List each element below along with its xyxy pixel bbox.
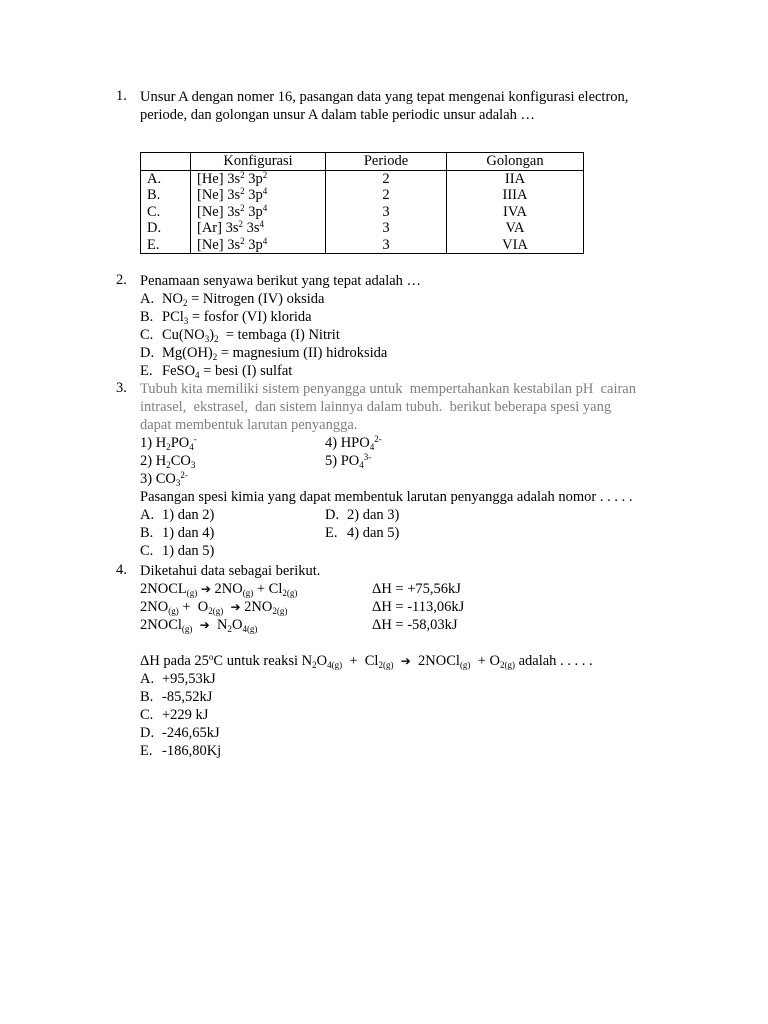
table-header (141, 153, 191, 171)
question-text: periode, dan golongan unsur A dalam table periodic unsur adalah … (140, 107, 536, 123)
species-1: 1) $H_2PO_4^-$ (140, 434, 197, 452)
reaction-2: $2NO_{(g)} + O_{2(g)}$ ➔ $2NO_{2(g)}$ ΔH = -113,06kJ (140, 599, 465, 616)
table-cell: IVA (503, 203, 527, 220)
table-cell: VIA (502, 236, 528, 253)
option-d: D. $Mg(OH)_2$ = magnesium (II) hidroksida (140, 345, 388, 362)
table-cell: [Ne] $3s^2$ $3p^4$ (197, 186, 268, 203)
table-cell: [Ne] $3s^2$ $3p^4$ (197, 235, 268, 253)
question-text: dapat membentuk larutan penyangga. (140, 417, 358, 433)
option-row: A. 1) dan 2) D. 2) dan 3) (140, 507, 400, 523)
question-3 (116, 380, 676, 560)
configuration-table (140, 152, 584, 254)
table-cell: IIIA (502, 187, 528, 203)
question-number: 1. (116, 88, 127, 104)
table-cell: [Ne] $3s^2$ $3p^4$ (197, 202, 268, 220)
question-2 (116, 272, 676, 380)
arrow-icon: ➔ (200, 582, 211, 596)
question-number: 2. (116, 272, 127, 288)
option-a: A. +95,53kJ (140, 671, 216, 687)
table-cell: C. (147, 203, 161, 220)
species-row (140, 470, 676, 488)
table-header: Periode (326, 153, 447, 171)
period-column (326, 170, 447, 254)
table-cell: A. (147, 170, 162, 187)
table-cell: E. (147, 236, 160, 253)
arrow-icon: ➔ (400, 654, 411, 668)
option-d: D. -246,65kJ (140, 725, 220, 741)
option-c: C. +229 kJ (140, 707, 209, 723)
option-b: B. (140, 525, 154, 541)
reaction-3: 2NOCl$_{(g)}$ ➔ $N_2O_{4(g)}$ ΔH = -58,03kJ (140, 617, 458, 634)
option-row: C. 1) dan 5) (140, 543, 215, 559)
arrow-icon: ➔ (230, 600, 241, 614)
table-cell: 3 (382, 203, 390, 220)
option-b: B. PCl$_3$ = fosfor (VI) klorida (140, 309, 312, 326)
species-row (140, 452, 676, 470)
table-cell: [He] $3s^2$ $3p^2$ (197, 169, 268, 187)
option-b: B. -85,52kJ (140, 689, 213, 705)
table-cell: [Ar] $3s^2$ $3s^4$ (197, 219, 265, 236)
question-number: 4. (116, 562, 127, 578)
species-3: 3) $CO_3^{2-}$ (140, 470, 188, 488)
arrow-icon: ➔ (199, 618, 210, 632)
question-number: 3. (116, 380, 127, 396)
table-header: Golongan (447, 153, 584, 171)
question-1 (116, 88, 676, 124)
option-label-column (141, 170, 191, 254)
table-cell: IIA (504, 170, 526, 187)
option-a: A. $NO_2$ = Nitrogen (IV) oksida (140, 291, 325, 308)
species-row (140, 434, 676, 452)
table-header-row (141, 153, 584, 171)
table-cell: 2 (382, 170, 390, 187)
blank-line (140, 634, 676, 652)
question-text: Diketahui data sebagai berikut. (140, 563, 321, 579)
enthalpy-value: ΔH = -113,06kJ (372, 599, 465, 615)
table-cell: 3 (382, 236, 390, 253)
enthalpy-value: ΔH = -58,03kJ (372, 617, 458, 633)
table-cell: VA (505, 220, 525, 236)
table-body (141, 170, 584, 254)
table-cell: D. (147, 220, 162, 236)
table-header: Konfigurasi (191, 153, 326, 171)
option-a: A. (140, 507, 155, 523)
question-text: Pasangan spesi kimia yang dapat membentuk larutan penyangga adalah nomor . . . . . (140, 489, 633, 505)
enthalpy-value: ΔH = +75,56kJ (372, 581, 461, 597)
species-5: 5) $PO_4^{3-}$ (325, 452, 372, 470)
question-4 (116, 562, 676, 760)
option-c: C. $Cu(NO_3)_2$ = tembaga (I) Nitrit (140, 327, 340, 344)
question-text: Unsur A dengan nomer 16, pasangan data yang tepat mengenai konfigurasi electron, (140, 89, 629, 105)
question-text: Tubuh kita memiliki sistem penyangga untuk mempertahankan kestabilan pH cairan (140, 381, 636, 397)
reaction-1: $2NOCL_{(g)}$ ➔ $2NO_{(g)} + Cl_{2(g)}$ ΔH = +75,56kJ (140, 581, 461, 598)
configuration-column (191, 170, 326, 254)
question-text: Penamaan senyawa berikut yang tepat adalah … (140, 273, 422, 289)
group-column (447, 170, 584, 254)
option-e: E. FeSO$_4$ = besi (I) sulfat (140, 363, 293, 380)
table-cell: 2 (382, 187, 390, 203)
table-cell: B. (147, 187, 161, 203)
species-2: 2) $H_2CO_3$ (140, 453, 196, 470)
option-c: C. (140, 543, 154, 559)
species-4: 4) $HPO_4^{2-}$ (325, 434, 382, 452)
question-text: ΔH pada 25$^o$C untuk reaksi $N_2O_{4(g)} + Cl_{2(g)}$ ➔ 2NOCl$_{(g)}$ + $O_{2(g)}$ adalah . . . . . (140, 652, 593, 670)
question-text: intrasel, ekstrasel, dan sistem lainnya dalam tubuh. berikut beberapa spesi yang (140, 399, 612, 415)
option-e: E. -186,80Kj (140, 743, 222, 759)
option-row: B. 1) dan 4) E. 4) dan 5) (140, 525, 400, 541)
table-cell: 3 (382, 220, 390, 236)
